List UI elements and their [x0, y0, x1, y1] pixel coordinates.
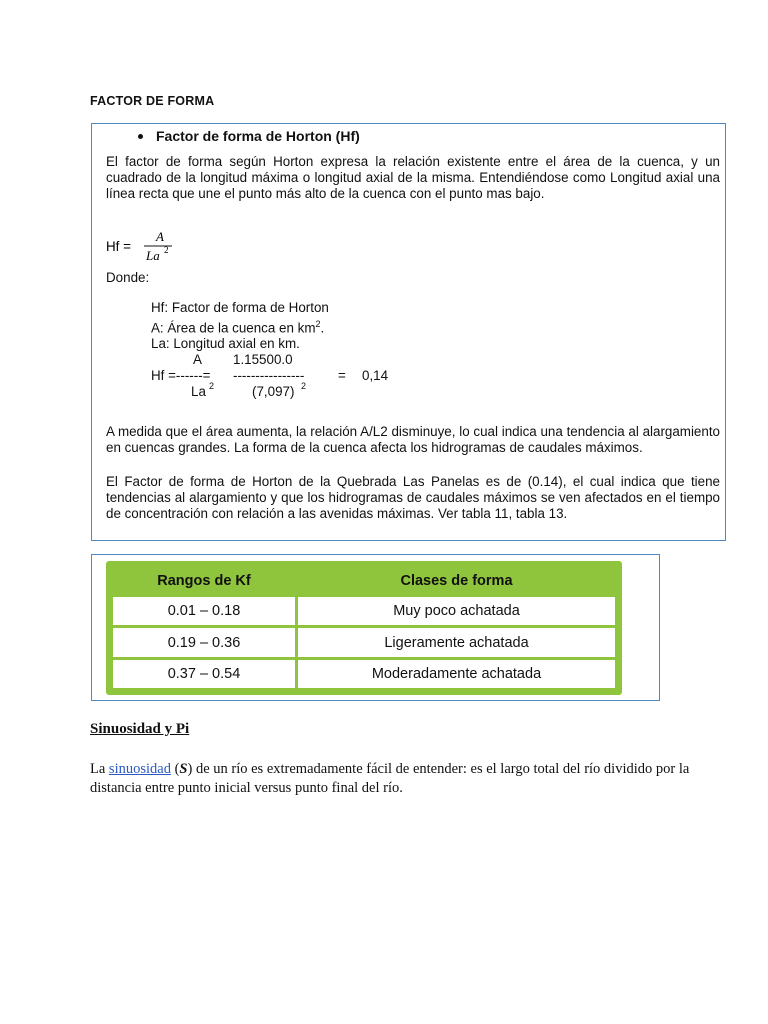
header-clases-forma: Clases de forma [298, 568, 615, 594]
kf-table [106, 561, 622, 695]
table-row [113, 628, 615, 656]
def-hf: Hf: Factor de forma de Horton [151, 300, 329, 315]
definitions [151, 300, 329, 352]
table-row [113, 660, 615, 688]
table-row [113, 597, 615, 625]
kf-table-grid [110, 565, 618, 691]
hf-formula-numerator: A [156, 230, 164, 244]
hf-formula-exponent: 2 [164, 245, 169, 255]
area-relation-paragraph: A medida que el área aumenta, la relación A/L2 disminuye, lo cual indica una tendencia al alargamiento en cuencas grandes. La forma de la cuenca afecta los hidrogramas de caudales máximos. [106, 424, 720, 455]
calc-numerator-a: A [193, 352, 202, 367]
calc-denominator-value: (7,097) [252, 384, 295, 399]
sinuosidad-paragraph [90, 760, 730, 798]
kf-table-box [91, 554, 660, 701]
calc-denominator-la: La [191, 384, 206, 399]
hf-formula [106, 230, 306, 264]
horton-description: El factor de forma según Horton expresa la relación existente entre el área de la cuenca, y un cuadrado de la longitud máxima o longitud axial de la misma. Entendiéndose como Longitud axial una línea recta que une el punto más alto de la cuenca con el punto mas bajo. [106, 154, 720, 201]
table-cell-class: Moderadamente achatada [298, 660, 615, 688]
table-cell-class: Ligeramente achatada [298, 628, 615, 656]
def-a-exp: 2 [315, 319, 321, 329]
def-a [151, 316, 329, 336]
sinuosidad-rest: ) de un río es extremadamente fácil de entender: es el largo total del río dividido por la distancia entre punto inicial versus punto final del río. [90, 761, 690, 796]
table-cell-class: Muy poco achatada [298, 597, 615, 625]
hf-calculation [106, 352, 506, 402]
def-a-end: . [320, 320, 325, 336]
calc-hf-line: Hf =------= [151, 368, 211, 383]
sinuosidad-la: La [90, 761, 106, 777]
table-cell-range: 0.01 – 0.18 [113, 597, 295, 625]
def-la: La: Longitud axial en km. [151, 336, 300, 352]
calc-denominator-exp: 2 [301, 381, 307, 391]
calc-result: 0,14 [362, 368, 389, 383]
calc-numerator-value: 1.15500.0 [233, 352, 293, 367]
sinuosidad-paren: ( [174, 761, 180, 777]
horton-title-text: Factor de forma de Horton (Hf) [156, 128, 360, 144]
donde-label: Donde: [106, 270, 150, 285]
calc-dashes: ---------------- [233, 368, 305, 383]
hf-formula-denominator: La [146, 248, 160, 263]
horton-figure-box [91, 123, 726, 541]
calc-denominator-la-exp: 2 [209, 381, 215, 391]
hf-formula-lhs: Hf = [106, 239, 131, 254]
sinuosidad-link[interactable]: sinuosidad [108, 761, 171, 777]
sinuosidad-s: S [179, 761, 188, 777]
horton-title [134, 128, 360, 144]
header-rangos-kf: Rangos de Kf [113, 568, 295, 594]
def-a-text: A: Área de la cuenca en km [151, 320, 316, 336]
calc-equals: = [338, 368, 346, 383]
table-cell-range: 0.19 – 0.36 [113, 628, 295, 656]
panelas-paragraph: El Factor de forma de Horton de la Quebrada Las Panelas es de (0.14), el cual indica que tiene tendencias al alargamiento y que los hidrogramas de caudales máximos se ven afectados en el tiempo de concentración con relación a las avenidas máximas. Ver tabla 11, tabla 13. [106, 474, 720, 521]
section-heading-factor-de-forma: FACTOR DE FORMA [90, 94, 215, 108]
table-header-row [113, 568, 615, 594]
section-heading-sinuosidad: Sinuosidad y Pi [90, 721, 190, 737]
table-cell-range: 0.37 – 0.54 [113, 660, 295, 688]
